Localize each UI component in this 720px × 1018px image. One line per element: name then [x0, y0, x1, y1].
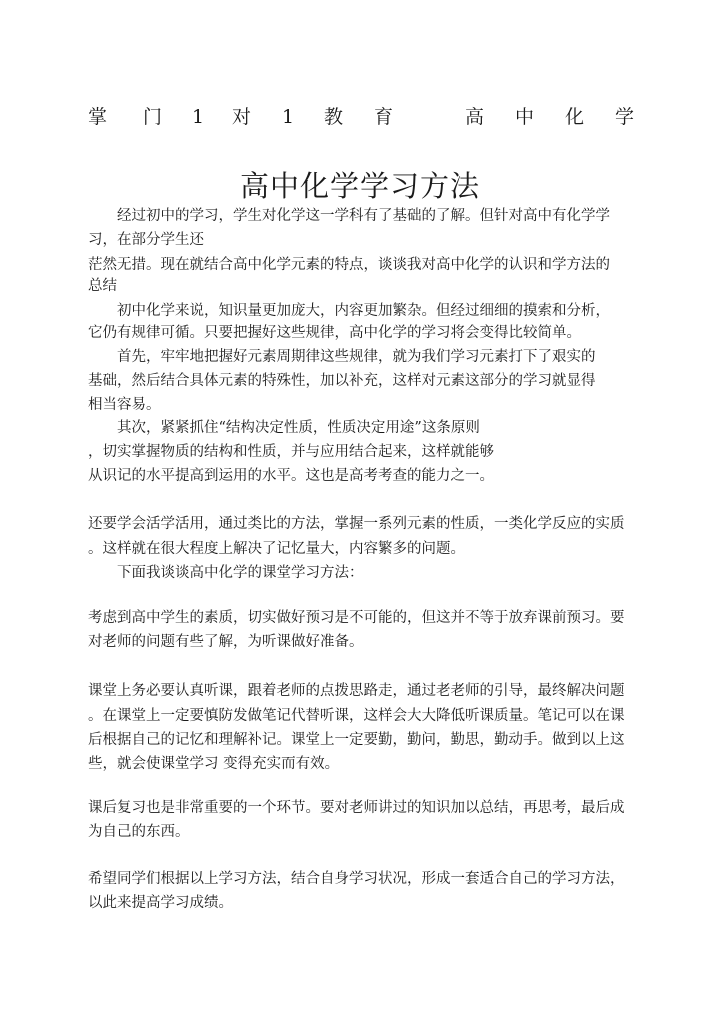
- header-char: 化: [565, 106, 585, 128]
- body-line: 其次，紧紧抓住“结构决定性质，性质决定用途”这条原则: [88, 420, 480, 436]
- body-line: 从识记的水平提高到运用的水平。这也是高考考查的能力之一。: [88, 468, 494, 484]
- body-line: 它仍有规律可循。只要把握好这些规律，高中化学的学习将会变得比较简单。: [88, 325, 581, 341]
- body-line: ，切实掌握物质的结构和性质，并与应用结合起来，这样就能够: [88, 444, 494, 460]
- body-line: 对老师的问题有些了解，为听课做好准备。: [88, 634, 364, 650]
- page-title: 高中化学学习方法: [239, 169, 480, 203]
- body-line: 总结: [88, 278, 117, 294]
- header-char: 高: [465, 106, 485, 128]
- body-line: 课堂上务必要认真听课，跟着老师的点拨思路走，通过老老师的引导，最终解决问题: [88, 683, 625, 699]
- body-line: 还要学会活学活用，通过类比的方法，掌握一系列元素的性质，一类化学反应的实质: [88, 516, 625, 532]
- body-line: 下面我谈谈高中化学的课堂学习方法：: [88, 565, 364, 581]
- body-line: 茫然无措。现在就结合高中化学元素的特点，谈谈我对高中化学的认识和学方法的: [88, 257, 610, 273]
- body-line: 以此来提高学习成绩。: [88, 895, 233, 911]
- body-line: 希望同学们根据以上学习方法，结合自身学习状况，形成一套适合自己的学习方法，: [88, 871, 625, 887]
- body-line: 为自己的东西。: [88, 824, 190, 840]
- body-line: 初中化学来说，知识量更加庞大，内容更加繁杂。但经过细细的摸索和分析，: [88, 303, 610, 319]
- body-line: 习，在部分学生还: [88, 232, 204, 248]
- header-char: 育: [374, 106, 394, 128]
- body-line: 考虑到高中学生的素质，切实做好预习是不可能的，但这并不等于放弃课前预习。要: [88, 610, 625, 626]
- body-line: 经过初中的学习，学生对化学这一学科有了基础的了解。但针对高中有化学学: [88, 208, 610, 224]
- body-line: 。这样就在很大程度上解决了记忆量大，内容繁多的问题。: [88, 541, 465, 557]
- body-line: 首先，牢牢地把握好元素周期律这些规律，就为我们学习元素打下了艰实的: [88, 349, 596, 365]
- header-char: 1: [192, 106, 205, 128]
- header-char: 1: [282, 106, 295, 128]
- body-line: 后根据自己的记忆和理解补记。课堂上一定要勤，勤问，勤思，勤动手。做到以上这: [88, 732, 625, 748]
- header-char: 教: [324, 106, 344, 128]
- body-line: 。在课堂上一定要慎防发做笔记代替听课，这样会大大降低听课质量。笔记可以在课: [88, 708, 625, 724]
- document-header: [88, 104, 636, 130]
- body-line: 基础，然后结合具体元素的特殊性，加以补充，这样对元素这部分的学习就显得: [88, 373, 596, 389]
- header-char: 中: [515, 106, 535, 128]
- header-char: 学: [615, 106, 635, 128]
- header-char: 掌: [88, 106, 108, 128]
- body-line: 些，就会使课堂学习 变得充实而有效。: [88, 756, 340, 772]
- body-line: 相当容易。: [88, 397, 161, 413]
- header-char: 门: [143, 106, 163, 128]
- header-char: 对: [232, 106, 252, 128]
- body-line: 课后复习也是非常重要的一个环节。要对老师讲过的知识加以总结，再思考，最后成: [88, 800, 625, 816]
